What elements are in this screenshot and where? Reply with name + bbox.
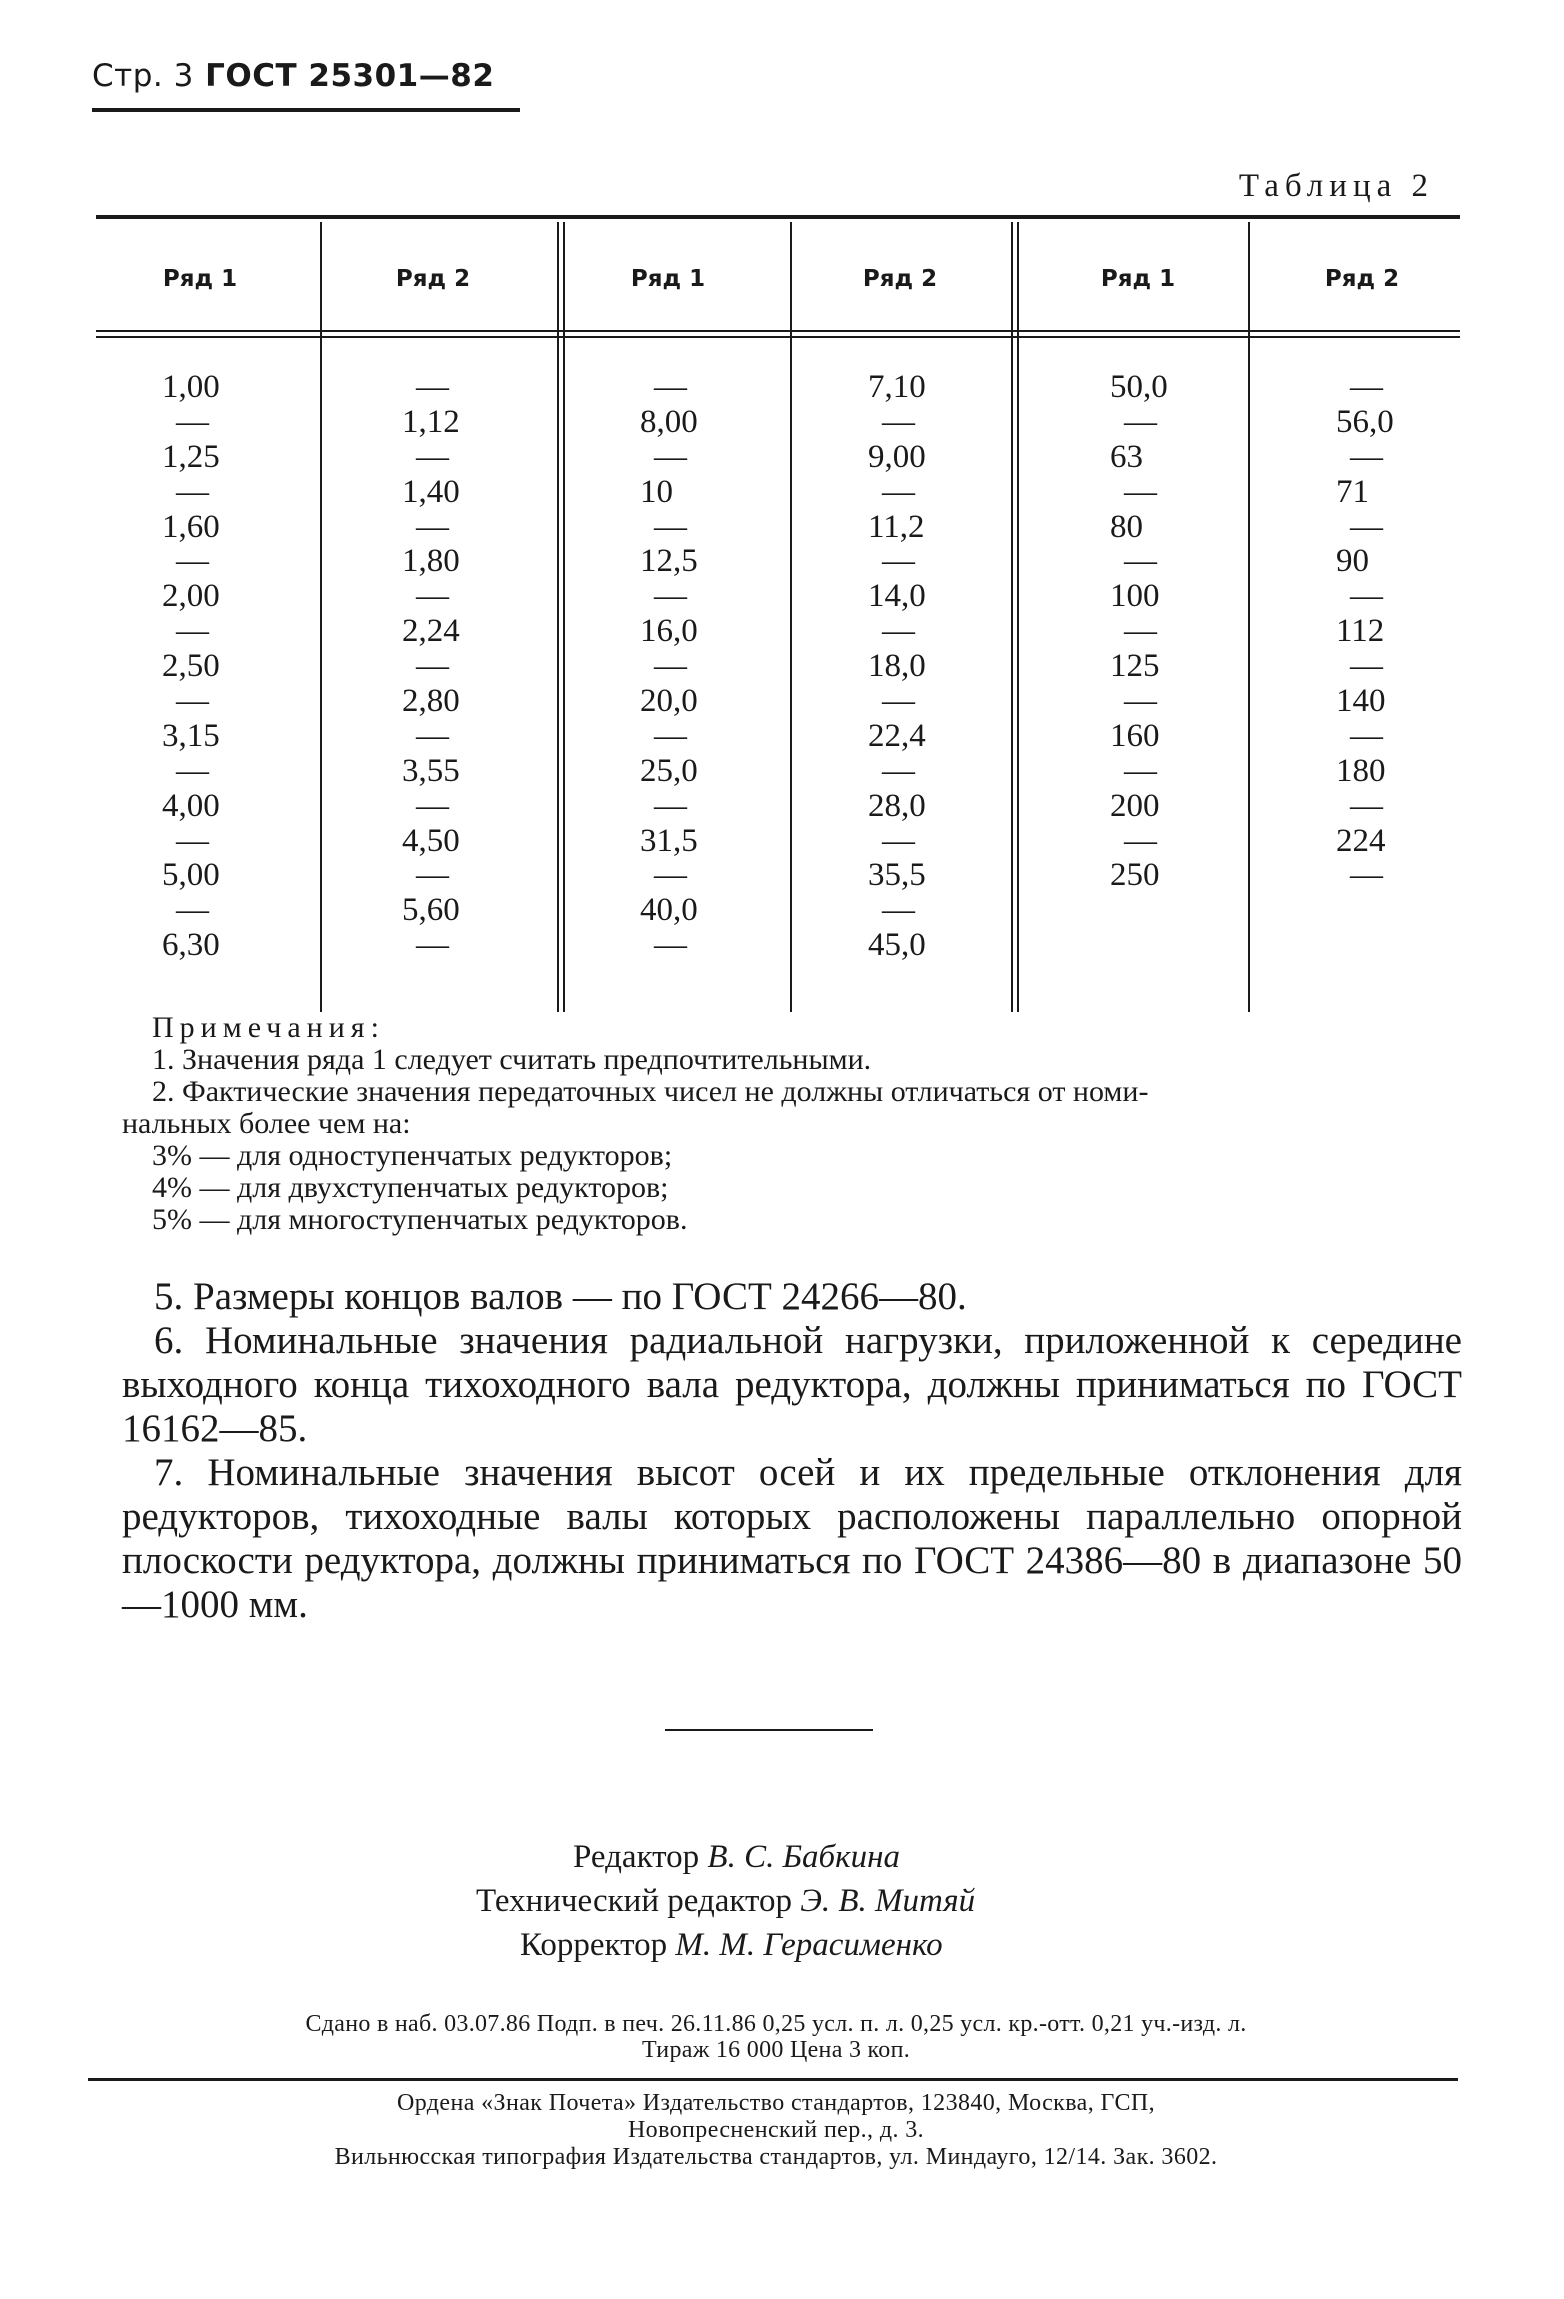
note-item: 1. Значения ряда 1 следует считать предпочтительными. xyxy=(152,1043,872,1076)
table-cell: — xyxy=(416,927,449,964)
table-cell: 2,24 xyxy=(402,613,460,650)
table-cell: — xyxy=(654,508,687,545)
table-cell: 12,5 xyxy=(640,543,698,580)
table-cell: — xyxy=(416,438,449,475)
table-cell: — xyxy=(416,578,449,615)
table-cell: 1,40 xyxy=(402,473,460,510)
table-cell: — xyxy=(882,752,915,789)
credit-name: М. М. Герасименко xyxy=(675,1927,943,1963)
notes-title: Примечания: xyxy=(152,1011,385,1044)
credit-role: Технический редактор xyxy=(476,1883,792,1919)
table-cell: 2,50 xyxy=(162,648,220,685)
table-cell: 1,25 xyxy=(162,438,220,475)
table-cell: 100 xyxy=(1110,578,1160,615)
note-item: 2. Фактические значения передаточных чисел не должны отличаться от номи- xyxy=(152,1075,1149,1108)
table-cell: — xyxy=(882,403,915,440)
table-column xyxy=(1110,370,1260,893)
table-cell: — xyxy=(416,717,449,754)
imprint-line: Вильнюсская типография Издательства стандартов, ул. Миндауго, 12/14. Зак. 3602. xyxy=(334,2144,1218,2170)
table-cell: — xyxy=(882,683,915,720)
col-header: Ряд 1 xyxy=(630,266,706,292)
imprint-rule xyxy=(88,2078,1458,2081)
table-cell: 5,00 xyxy=(162,857,220,894)
credit-tech-editor xyxy=(430,1879,1330,1923)
table-cell: 20,0 xyxy=(640,683,698,720)
table-column xyxy=(402,370,552,963)
credits xyxy=(430,1835,1330,1967)
table-cell: 4,50 xyxy=(402,822,460,859)
table-cell: — xyxy=(416,787,449,824)
col-header: Ряд 1 xyxy=(1100,266,1176,292)
table-cell: — xyxy=(1124,683,1157,720)
header-rule xyxy=(92,108,520,112)
table-cell: 3,55 xyxy=(402,752,460,789)
col-divider xyxy=(557,222,559,1012)
table-cell: 8,00 xyxy=(640,403,698,440)
table-cell: — xyxy=(1350,857,1383,894)
table-cell: 140 xyxy=(1336,683,1386,720)
table-cell: — xyxy=(416,508,449,545)
table-cell: 31,5 xyxy=(640,822,698,859)
table-cell: — xyxy=(882,892,915,929)
table-cell: 6,30 xyxy=(162,927,220,964)
imprint-publisher xyxy=(88,2090,1464,2171)
table-cell: — xyxy=(654,578,687,615)
note-item: нальных более чем на: xyxy=(122,1107,411,1140)
table-cell: 224 xyxy=(1336,822,1386,859)
note-item: 4% — для двухступенчатых редукторов; xyxy=(152,1171,669,1204)
col-header: Ряд 2 xyxy=(862,266,938,292)
table-cell: 9,00 xyxy=(868,438,926,475)
table-cell: 56,0 xyxy=(1336,403,1394,440)
table-cell: — xyxy=(176,892,209,929)
table-cell: 28,0 xyxy=(868,787,926,824)
table-cell: 14,0 xyxy=(868,578,926,615)
table-cell: — xyxy=(416,857,449,894)
table-cell: — xyxy=(1350,578,1383,615)
table-cell: 90 xyxy=(1336,543,1369,580)
standard-number: ГОСТ 25301—82 xyxy=(205,58,495,94)
imprint-line: Сдано в наб. 03.07.86 Подп. в печ. 26.11.86 0,25 усл. п. л. 0,25 усл. кр.-отт. 0,21 уч.-изд. л. xyxy=(305,2011,1247,2037)
col-divider xyxy=(320,222,322,1012)
table-cell: — xyxy=(654,927,687,964)
table-cell: 45,0 xyxy=(868,927,926,964)
table-cell: — xyxy=(882,543,915,580)
table-cell: 125 xyxy=(1110,648,1160,685)
table-cell: — xyxy=(654,857,687,894)
table-cell: — xyxy=(654,717,687,754)
table-cell: — xyxy=(1124,543,1157,580)
table-cell: — xyxy=(882,473,915,510)
credit-role: Корректор xyxy=(520,1927,668,1963)
table-cell: 112 xyxy=(1336,613,1385,650)
table-cell: — xyxy=(654,369,687,405)
table-cell: — xyxy=(416,369,449,405)
table-cell: — xyxy=(654,648,687,685)
table-cell: 180 xyxy=(1336,752,1386,789)
note-item: 5% — для многоступенчатых редукторов. xyxy=(152,1203,688,1236)
table-cell: 22,4 xyxy=(868,717,926,754)
clause-6: 6. Номинальные значения радиальной нагрузки, приложенной к середине выходного конца тихоходного вала редуктора, должны приниматься по ГОСТ 16162—85. xyxy=(122,1319,1462,1450)
table-cell: 5,60 xyxy=(402,892,460,929)
table-cell: — xyxy=(1350,508,1383,545)
table-cell: 16,0 xyxy=(640,613,698,650)
table-notes xyxy=(122,1011,1452,1236)
table-cell: — xyxy=(882,613,915,650)
table-cell: 2,80 xyxy=(402,683,460,720)
table-cell: — xyxy=(176,752,209,789)
table-cell: 35,5 xyxy=(868,857,926,894)
imprint-line: Тираж 16 000 Цена 3 коп. xyxy=(641,2037,911,2063)
table-column xyxy=(1336,370,1486,893)
table-cell: — xyxy=(1124,613,1157,650)
table-header-rule xyxy=(96,330,1460,332)
table-cell: 80 xyxy=(1110,508,1143,545)
col-divider xyxy=(790,222,792,1012)
col-divider xyxy=(563,222,565,1012)
table-column xyxy=(868,370,1018,963)
credit-editor xyxy=(430,1835,1330,1879)
col-header: Ряд 2 xyxy=(395,266,471,292)
table-cell: 71 xyxy=(1336,473,1369,510)
table-cell: — xyxy=(1350,717,1383,754)
table-cell: 63 xyxy=(1110,438,1143,475)
credit-name: Э. В. Митяй xyxy=(800,1883,976,1919)
table-cell: 1,60 xyxy=(162,508,220,545)
table-cell: — xyxy=(176,403,209,440)
table-cell: — xyxy=(1350,787,1383,824)
table-cell: 250 xyxy=(1110,857,1160,894)
table-cell: — xyxy=(176,473,209,510)
table-cell: — xyxy=(654,438,687,475)
table-cell: — xyxy=(176,822,209,859)
page-header xyxy=(92,58,494,94)
table-cell: 4,00 xyxy=(162,787,220,824)
table-label: Таблица 2 xyxy=(1238,168,1434,204)
section-separator xyxy=(665,1729,873,1731)
table-cell: 25,0 xyxy=(640,752,698,789)
table-cell: — xyxy=(176,613,209,650)
imprint-line: Ордена «Знак Почета» Издательство стандартов, 123840, Москва, ГСП, xyxy=(396,2090,1155,2116)
table-cell: — xyxy=(1350,648,1383,685)
imprint-print-data xyxy=(88,2011,1464,2063)
table-cell: — xyxy=(1350,438,1383,475)
table-cell: 1,12 xyxy=(402,403,460,440)
table-cell: 18,0 xyxy=(868,648,926,685)
table-cell: 1,80 xyxy=(402,543,460,580)
clause-5: 5. Размеры концов валов — по ГОСТ 24266—80. xyxy=(154,1275,967,1318)
page-number: Стр. 3 xyxy=(92,58,194,94)
col-header: Ряд 2 xyxy=(1324,266,1400,292)
col-header: Ряд 1 xyxy=(162,266,238,292)
table-cell: — xyxy=(1124,473,1157,510)
table-cell: 1,00 xyxy=(162,369,220,405)
table-cell: 160 xyxy=(1110,717,1160,754)
table-column xyxy=(640,370,790,963)
note-item: 3% — для одноступенчатых редукторов; xyxy=(152,1139,673,1172)
table-cell: — xyxy=(1124,822,1157,859)
table-column xyxy=(162,370,312,963)
imprint-line: Новопресненский пер., д. 3. xyxy=(627,2117,925,2143)
table-cell: 200 xyxy=(1110,787,1160,824)
table-cell: — xyxy=(1124,403,1157,440)
table-cell: — xyxy=(176,543,209,580)
table-top-rule xyxy=(96,215,1460,219)
table-cell: 7,10 xyxy=(868,369,926,405)
credit-role: Редактор xyxy=(573,1839,700,1875)
table-cell: 50,0 xyxy=(1110,369,1168,405)
clause-7: 7. Номинальные значения высот осей и их предельные отклонения для редукторов, тихоходные валы которых расположены параллельно опорной плоскости редуктора, должны приниматься по ГОСТ 24386—80 в диапазоне 50—1000 мм. xyxy=(122,1451,1462,1626)
credit-name: В. С. Бабкина xyxy=(707,1839,900,1875)
table-cell: — xyxy=(654,787,687,824)
table-cell: — xyxy=(176,683,209,720)
table-cell: 3,15 xyxy=(162,717,220,754)
table-cell: 11,2 xyxy=(868,508,925,545)
table-cell: 2,00 xyxy=(162,578,220,615)
credit-proofreader xyxy=(430,1923,1330,1967)
table-cell: — xyxy=(416,648,449,685)
clauses xyxy=(122,1275,1462,1627)
table-cell: — xyxy=(882,822,915,859)
table-header-rule-2 xyxy=(96,336,1460,338)
table-cell: — xyxy=(1124,752,1157,789)
table-cell: 10 xyxy=(640,473,673,510)
table-cell: 40,0 xyxy=(640,892,698,929)
table-cell: — xyxy=(1350,369,1383,405)
